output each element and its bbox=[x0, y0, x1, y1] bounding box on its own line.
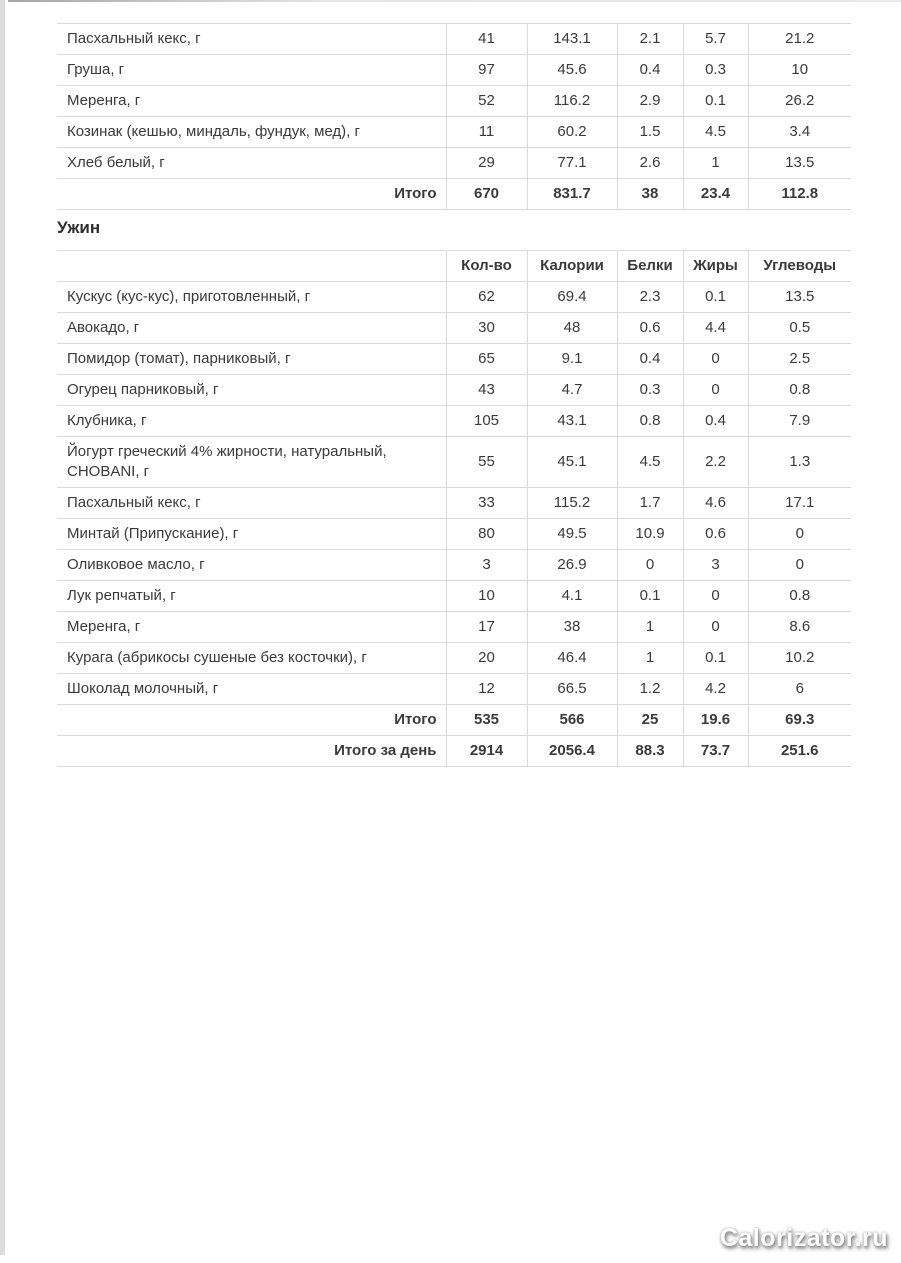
value-cell: 1 bbox=[617, 643, 683, 674]
day-total-label: Итого за день bbox=[57, 736, 446, 767]
value-cell: 2.9 bbox=[617, 86, 683, 117]
value-cell: 0 bbox=[683, 612, 748, 643]
food-row bbox=[57, 406, 851, 437]
food-name-cell: Кускус (кус-кус), приготовленный, г bbox=[57, 282, 446, 313]
value-cell: 11 bbox=[446, 117, 527, 148]
header-quantity: Кол-во bbox=[446, 251, 527, 282]
value-cell: 115.2 bbox=[527, 488, 617, 519]
value-cell: 0 bbox=[617, 550, 683, 581]
dinner-table-header bbox=[57, 251, 851, 282]
value-cell: 2.5 bbox=[748, 344, 851, 375]
value-cell: 0 bbox=[748, 519, 851, 550]
food-row bbox=[57, 375, 851, 406]
value-cell: 0.6 bbox=[617, 313, 683, 344]
food-row bbox=[57, 674, 851, 705]
calorizator-watermark: Calorizator.ru bbox=[719, 1224, 888, 1252]
food-row bbox=[57, 117, 851, 148]
food-name-cell: Лук репчатый, г bbox=[57, 581, 446, 612]
value-cell: 38 bbox=[527, 612, 617, 643]
total-calories: 566 bbox=[527, 705, 617, 736]
value-cell: 65 bbox=[446, 344, 527, 375]
total-calories: 831.7 bbox=[527, 179, 617, 210]
meal-table-dinner bbox=[57, 250, 851, 767]
value-cell: 10 bbox=[748, 55, 851, 86]
header-empty-corner bbox=[57, 251, 446, 282]
value-cell: 2.6 bbox=[617, 148, 683, 179]
total-protein: 38 bbox=[617, 179, 683, 210]
total-protein: 25 bbox=[617, 705, 683, 736]
total-carbs: 69.3 bbox=[748, 705, 851, 736]
meal-table-previous-totals bbox=[57, 179, 851, 210]
value-cell: 26.2 bbox=[748, 86, 851, 117]
total-label: Итого bbox=[57, 705, 446, 736]
value-cell: 13.5 bbox=[748, 282, 851, 313]
header-protein: Белки bbox=[617, 251, 683, 282]
value-cell: 30 bbox=[446, 313, 527, 344]
food-name-cell: Пасхальный кекс, г bbox=[57, 24, 446, 55]
value-cell: 4.7 bbox=[527, 375, 617, 406]
value-cell: 1.7 bbox=[617, 488, 683, 519]
value-cell: 1.3 bbox=[748, 437, 851, 488]
value-cell: 45.6 bbox=[527, 55, 617, 86]
day-total-qty: 2914 bbox=[446, 736, 527, 767]
value-cell: 49.5 bbox=[527, 519, 617, 550]
food-row bbox=[57, 550, 851, 581]
food-name-cell: Курага (абрикосы сушеные без косточки), г bbox=[57, 643, 446, 674]
food-row bbox=[57, 282, 851, 313]
total-carbs: 112.8 bbox=[748, 179, 851, 210]
value-cell: 69.4 bbox=[527, 282, 617, 313]
value-cell: 0.1 bbox=[683, 282, 748, 313]
value-cell: 4.4 bbox=[683, 313, 748, 344]
value-cell: 10.9 bbox=[617, 519, 683, 550]
value-cell: 21.2 bbox=[748, 24, 851, 55]
value-cell: 0.1 bbox=[617, 581, 683, 612]
value-cell: 66.5 bbox=[527, 674, 617, 705]
value-cell: 0.4 bbox=[617, 344, 683, 375]
meal-table-previous-body bbox=[57, 24, 851, 179]
value-cell: 4.2 bbox=[683, 674, 748, 705]
value-cell: 2.1 bbox=[617, 24, 683, 55]
meal-table-dinner-totals bbox=[57, 705, 851, 767]
value-cell: 0.8 bbox=[617, 406, 683, 437]
food-row bbox=[57, 24, 851, 55]
food-name-cell: Огурец парниковый, г bbox=[57, 375, 446, 406]
food-name-cell: Пасхальный кекс, г bbox=[57, 488, 446, 519]
value-cell: 0.8 bbox=[748, 581, 851, 612]
value-cell: 48 bbox=[527, 313, 617, 344]
food-row bbox=[57, 148, 851, 179]
food-name-cell: Авокадо, г bbox=[57, 313, 446, 344]
header-row bbox=[57, 251, 851, 282]
value-cell: 17 bbox=[446, 612, 527, 643]
day-total-protein: 88.3 bbox=[617, 736, 683, 767]
value-cell: 105 bbox=[446, 406, 527, 437]
value-cell: 62 bbox=[446, 282, 527, 313]
value-cell: 10 bbox=[446, 581, 527, 612]
food-row bbox=[57, 313, 851, 344]
food-name-cell: Козинак (кешью, миндаль, фундук, мед), г bbox=[57, 117, 446, 148]
meal-section-title: Ужин bbox=[57, 218, 101, 237]
food-name-cell: Хлеб белый, г bbox=[57, 148, 446, 179]
value-cell: 2.2 bbox=[683, 437, 748, 488]
value-cell: 33 bbox=[446, 488, 527, 519]
value-cell: 43 bbox=[446, 375, 527, 406]
value-cell: 143.1 bbox=[527, 24, 617, 55]
value-cell: 7.9 bbox=[748, 406, 851, 437]
value-cell: 0.1 bbox=[683, 86, 748, 117]
food-name-cell: Йогурт греческий 4% жирности, натуральный, CHOBANI, г bbox=[57, 437, 446, 488]
page-top-edge-artifact bbox=[8, 0, 901, 2]
day-total-row bbox=[57, 736, 851, 767]
value-cell: 116.2 bbox=[527, 86, 617, 117]
value-cell: 77.1 bbox=[527, 148, 617, 179]
value-cell: 3.4 bbox=[748, 117, 851, 148]
food-row bbox=[57, 55, 851, 86]
food-name-cell: Меренга, г bbox=[57, 612, 446, 643]
value-cell: 0.3 bbox=[683, 55, 748, 86]
value-cell: 6 bbox=[748, 674, 851, 705]
total-row bbox=[57, 705, 851, 736]
day-total-calories: 2056.4 bbox=[527, 736, 617, 767]
value-cell: 97 bbox=[446, 55, 527, 86]
value-cell: 1 bbox=[683, 148, 748, 179]
food-row bbox=[57, 643, 851, 674]
food-name-cell: Меренга, г bbox=[57, 86, 446, 117]
day-total-carbs: 251.6 bbox=[748, 736, 851, 767]
value-cell: 55 bbox=[446, 437, 527, 488]
value-cell: 17.1 bbox=[748, 488, 851, 519]
day-total-fat: 73.7 bbox=[683, 736, 748, 767]
value-cell: 4.6 bbox=[683, 488, 748, 519]
value-cell: 3 bbox=[683, 550, 748, 581]
value-cell: 46.4 bbox=[527, 643, 617, 674]
food-name-cell: Помидор (томат), парниковый, г bbox=[57, 344, 446, 375]
food-row bbox=[57, 519, 851, 550]
food-name-cell: Груша, г bbox=[57, 55, 446, 86]
value-cell: 0 bbox=[683, 344, 748, 375]
value-cell: 1.2 bbox=[617, 674, 683, 705]
value-cell: 0.5 bbox=[748, 313, 851, 344]
food-row bbox=[57, 437, 851, 488]
value-cell: 8.6 bbox=[748, 612, 851, 643]
value-cell: 9.1 bbox=[527, 344, 617, 375]
value-cell: 0.3 bbox=[617, 375, 683, 406]
total-row bbox=[57, 179, 851, 210]
value-cell: 0.4 bbox=[683, 406, 748, 437]
header-carbs: Углеводы bbox=[748, 251, 851, 282]
value-cell: 0.1 bbox=[683, 643, 748, 674]
food-name-cell: Оливковое масло, г bbox=[57, 550, 446, 581]
food-name-cell: Минтай (Припускание), г bbox=[57, 519, 446, 550]
value-cell: 3 bbox=[446, 550, 527, 581]
food-name-cell: Шоколад молочный, г bbox=[57, 674, 446, 705]
value-cell: 5.7 bbox=[683, 24, 748, 55]
value-cell: 4.5 bbox=[617, 437, 683, 488]
value-cell: 43.1 bbox=[527, 406, 617, 437]
value-cell: 41 bbox=[446, 24, 527, 55]
page-left-edge-artifact bbox=[0, 0, 5, 1255]
food-row bbox=[57, 612, 851, 643]
value-cell: 45.1 bbox=[527, 437, 617, 488]
value-cell: 26.9 bbox=[527, 550, 617, 581]
value-cell: 4.1 bbox=[527, 581, 617, 612]
value-cell: 0.4 bbox=[617, 55, 683, 86]
value-cell: 12 bbox=[446, 674, 527, 705]
value-cell: 1.5 bbox=[617, 117, 683, 148]
total-fat: 23.4 bbox=[683, 179, 748, 210]
value-cell: 0 bbox=[748, 550, 851, 581]
total-qty: 535 bbox=[446, 705, 527, 736]
header-fat: Жиры bbox=[683, 251, 748, 282]
meal-table-previous bbox=[57, 23, 851, 210]
total-qty: 670 bbox=[446, 179, 527, 210]
value-cell: 60.2 bbox=[527, 117, 617, 148]
total-fat: 19.6 bbox=[683, 705, 748, 736]
value-cell: 13.5 bbox=[748, 148, 851, 179]
total-label: Итого bbox=[57, 179, 446, 210]
food-row bbox=[57, 581, 851, 612]
header-calories: Калории bbox=[527, 251, 617, 282]
food-row bbox=[57, 488, 851, 519]
value-cell: 20 bbox=[446, 643, 527, 674]
value-cell: 10.2 bbox=[748, 643, 851, 674]
value-cell: 2.3 bbox=[617, 282, 683, 313]
value-cell: 4.5 bbox=[683, 117, 748, 148]
value-cell: 0 bbox=[683, 375, 748, 406]
value-cell: 52 bbox=[446, 86, 527, 117]
value-cell: 1 bbox=[617, 612, 683, 643]
food-name-cell: Клубника, г bbox=[57, 406, 446, 437]
value-cell: 0.8 bbox=[748, 375, 851, 406]
value-cell: 29 bbox=[446, 148, 527, 179]
food-row bbox=[57, 86, 851, 117]
meal-table-dinner-body bbox=[57, 282, 851, 705]
value-cell: 0.6 bbox=[683, 519, 748, 550]
food-row bbox=[57, 344, 851, 375]
diary-content bbox=[57, 23, 851, 767]
value-cell: 0 bbox=[683, 581, 748, 612]
value-cell: 80 bbox=[446, 519, 527, 550]
